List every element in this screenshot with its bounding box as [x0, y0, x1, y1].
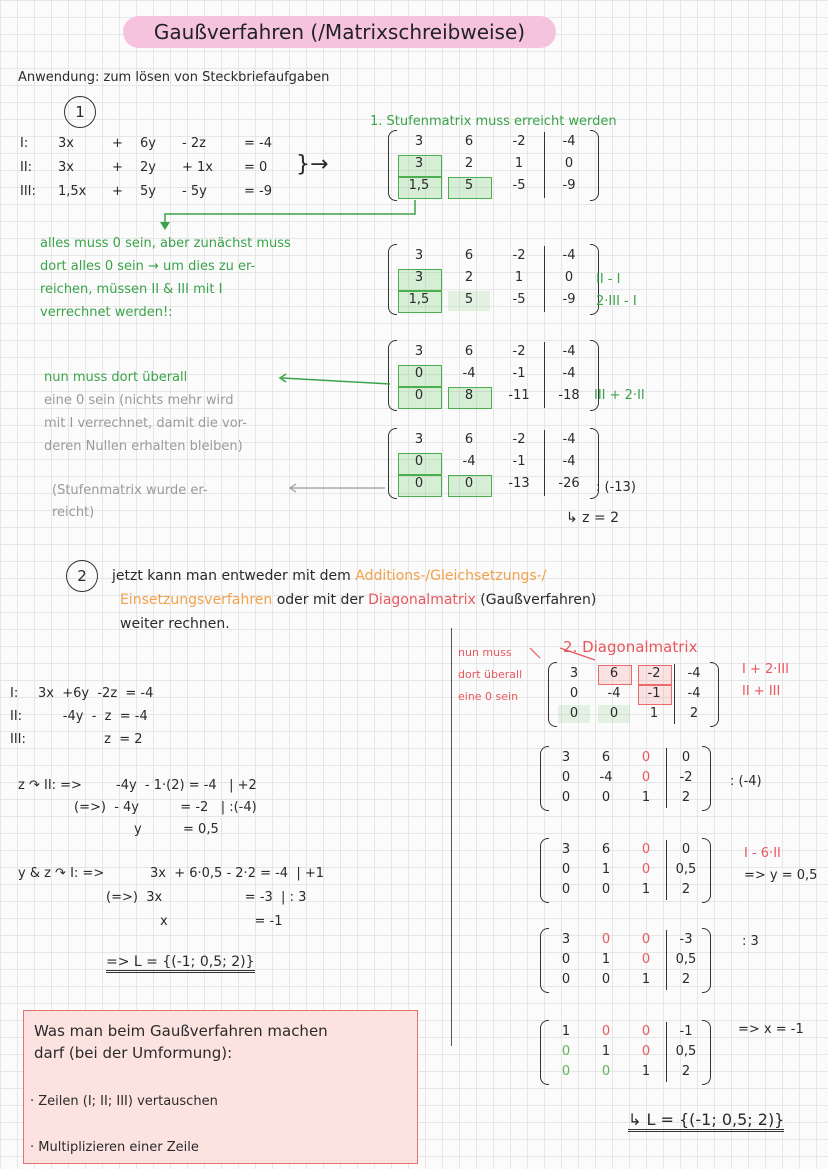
matrix-cell: 3	[561, 842, 571, 857]
matrix-cell: 6	[464, 344, 474, 359]
matrix-cell: 2	[681, 790, 691, 805]
matrix-cell: 0	[569, 706, 579, 721]
matrix-cell: 0	[681, 750, 691, 765]
matrix-cell: 0	[601, 790, 611, 805]
step2-text-e: Diagonalmatrix	[368, 592, 476, 608]
matrix-cell: 0	[561, 882, 571, 897]
matrix-cell: -4	[562, 248, 576, 263]
matrix-cell: 1	[561, 1024, 571, 1039]
matrix-cell: 1	[601, 1044, 611, 1059]
matrix-cell: -4	[562, 432, 576, 447]
matrix-cell: 3	[414, 248, 424, 263]
step-number-1: 1	[64, 96, 96, 128]
intro-text: Anwendung: zum lösen von Steckbriefaufgaben	[18, 70, 330, 85]
matrix-cell: 3	[569, 666, 579, 681]
note2-line1: nun muss dort überall	[44, 370, 188, 385]
matrix-cell: -1	[679, 1024, 693, 1039]
eq2-t1: 3x	[58, 160, 74, 175]
matrix-cell: -4	[562, 134, 576, 149]
eq2-rhs: = 0	[244, 160, 268, 175]
eq1-op: +	[112, 136, 123, 151]
eq3-label: III:	[20, 184, 36, 199]
step2-text-d: oder mit der	[276, 592, 364, 608]
matrix-cell: 6	[601, 842, 611, 857]
matrix-d5	[540, 1020, 712, 1086]
eq1-t1: 3x	[58, 136, 74, 151]
matrix-cell: 6	[601, 750, 611, 765]
note1-line4: verrechnet werden!:	[40, 305, 173, 320]
eq3-t2: 5y	[140, 184, 156, 199]
tri-eq3: z = 2	[38, 732, 143, 747]
eq3-t1: 1,5x	[58, 184, 87, 199]
step2-text-f: (Gaußverfahren)	[480, 592, 597, 608]
matrix-cell: -1	[512, 366, 526, 381]
matrix-cell: 2	[464, 270, 474, 285]
matrix-cell: 8	[464, 388, 474, 403]
matrix-cell: 0	[641, 1024, 651, 1039]
matrix-cell: 0	[561, 1064, 571, 1079]
page-title: Gaußverfahren (/Matrixschreibweise)	[153, 20, 526, 44]
matrix-cell: 0	[569, 686, 579, 701]
matrix-cell: 0	[681, 842, 691, 857]
eq2-t2: 2y	[140, 160, 156, 175]
matrix-cell: 0	[609, 706, 619, 721]
matrix-cell: 0	[601, 972, 611, 987]
diag-note-2: dort überall	[458, 668, 523, 681]
step1-heading: 1. Stufenmatrix muss erreicht werden	[370, 114, 617, 129]
matrix-cell: -2	[512, 344, 526, 359]
eq1-t2: 6y	[140, 136, 156, 151]
step2-line3: weiter rechnen.	[120, 616, 230, 632]
matrix-cell: 0	[601, 932, 611, 947]
matrix-cell: 0	[561, 972, 571, 987]
diag-note-1: nun muss	[458, 646, 512, 659]
matrix-cell: -2	[647, 666, 661, 681]
matrix-d3	[540, 838, 712, 904]
matrix-cell: 1	[649, 706, 659, 721]
sub1-label: z ↷ II: =>	[18, 778, 82, 793]
matrix-cell: 0	[641, 952, 651, 967]
matrix-cell: 1	[514, 156, 524, 171]
matrix-cell: 0	[561, 770, 571, 785]
matrix-cell: 0	[641, 842, 651, 857]
rules-heading-2: darf (bei der Umformung):	[34, 1044, 233, 1062]
matrix-cell: 2	[689, 706, 699, 721]
matrix-cell: 6	[464, 248, 474, 263]
eq1-rhs: = -4	[244, 136, 272, 151]
m2-op-1: II - I	[596, 272, 621, 287]
matrix-cell: 0	[641, 862, 651, 877]
matrix-cell: 2	[681, 1064, 691, 1079]
matrix-cell: 1,5	[408, 178, 430, 193]
matrix-cell: 1	[601, 952, 611, 967]
note3-line2: reicht)	[52, 505, 95, 520]
matrix-cell: 0	[641, 750, 651, 765]
d1-op-2: II + III	[742, 684, 781, 699]
matrix-d1	[548, 662, 720, 728]
rules-heading	[34, 1020, 328, 1064]
step2-line2	[120, 592, 596, 608]
eq1-t3: - 2z	[182, 136, 206, 151]
matrix-cell: -9	[562, 292, 576, 307]
matrix-cell: 0	[561, 952, 571, 967]
rule-item-2: · Multiplizieren einer Zeile	[30, 1140, 199, 1155]
matrix-cell: 0	[561, 1044, 571, 1059]
matrix-cell: 2	[681, 882, 691, 897]
matrix-cell: -18	[558, 388, 580, 403]
matrix-cell: 0	[561, 862, 571, 877]
sub1-line1: -4y - 1·(2) = -4 | +2	[116, 778, 257, 793]
matrix-cell: 0	[564, 156, 574, 171]
note1-line2: dort alles 0 sein → um dies zu er-	[40, 259, 256, 274]
matrix-cell: 0,5	[675, 1044, 697, 1059]
tri-eq2: -4y - z = -4	[38, 709, 148, 724]
matrix-cell: -4	[562, 344, 576, 359]
matrix-cell: 0	[561, 790, 571, 805]
tri-eq1: 3x +6y -2z = -4	[38, 686, 154, 701]
m4-op: : (-13)	[596, 480, 636, 495]
matrix-cell: 3	[414, 270, 424, 285]
note2-line3: mit I verrechnet, damit die vor-	[44, 416, 247, 431]
eq1-label: I:	[20, 136, 29, 151]
matrix-cell: 0	[601, 882, 611, 897]
matrix-cell: -4	[687, 686, 701, 701]
matrix-cell: 0,5	[675, 862, 697, 877]
matrix-cell: 1	[641, 1064, 651, 1079]
matrix-cell: 1	[641, 972, 651, 987]
note2-line2: eine 0 sein (nichts mehr wird	[44, 393, 234, 408]
eq3-rhs: = -9	[244, 184, 272, 199]
system-brace-arrow: }→	[296, 152, 329, 177]
matrix-cell: 6	[464, 134, 474, 149]
tri-eq1-label: I:	[10, 686, 19, 701]
step-number-2: 2	[66, 560, 98, 592]
note2-line4: deren Nullen erhalten bleiben)	[44, 439, 243, 454]
step2-text-b: Additions-/Gleichsetzungs-/	[355, 568, 547, 584]
matrix-cell: 1	[514, 270, 524, 285]
matrix-cell: 2	[681, 972, 691, 987]
matrix-cell: 0	[564, 270, 574, 285]
matrix-cell: 0	[414, 454, 424, 469]
matrix-cell: 3	[561, 932, 571, 947]
matrix-cell: -5	[512, 178, 526, 193]
matrix-d4	[540, 928, 712, 994]
matrix-cell: -26	[558, 476, 580, 491]
d3-op-1: I - 6·II	[744, 846, 781, 861]
eq3-op: +	[112, 184, 123, 199]
d3-op-2: => y = 0,5	[744, 868, 818, 883]
matrix-cell: 0,5	[675, 952, 697, 967]
matrix-cell: 3	[414, 156, 424, 171]
matrix-cell: -4	[599, 770, 613, 785]
matrix-cell: 3	[561, 750, 571, 765]
sub2-label: y & z ↷ I: =>	[18, 866, 105, 881]
matrix-cell: -2	[512, 432, 526, 447]
sub1-line3: y = 0,5	[134, 822, 219, 837]
diag-heading: 2. Diagonalmatrix	[563, 638, 698, 656]
sub1-line2: (=>) - 4y = -2 | :(-4)	[74, 800, 257, 815]
eq2-t3: + 1x	[182, 160, 213, 175]
d1-op-1: I + 2·III	[742, 662, 789, 677]
d2-op: : (-4)	[730, 774, 762, 789]
matrix-cell: 0	[641, 932, 651, 947]
matrix-cell: -4	[562, 366, 576, 381]
matrix-cell: 0	[601, 1064, 611, 1079]
matrix-cell: 0	[641, 770, 651, 785]
matrix-cell: -2	[679, 770, 693, 785]
matrix-cell: 1	[641, 790, 651, 805]
matrix-cell: -2	[512, 134, 526, 149]
note1-line3: reichen, müssen II & III mit I	[40, 282, 223, 297]
solution-set-right: ↳ L = {(-1; 0,5; 2)}	[628, 1110, 784, 1132]
matrix-cell: 3	[414, 344, 424, 359]
eq2-op: +	[112, 160, 123, 175]
matrix-cell: -3	[679, 932, 693, 947]
matrix-cell: 5	[464, 178, 474, 193]
d5-op: => x = -1	[738, 1022, 804, 1037]
matrix-cell: -4	[687, 666, 701, 681]
matrix-cell: 3	[414, 432, 424, 447]
step2-text-a: jetzt kann man entweder mit dem	[112, 568, 351, 584]
diag-note-3: eine 0 sein	[458, 690, 519, 703]
matrix-cell: -2	[512, 248, 526, 263]
sub2-line3: x = -1	[160, 914, 283, 929]
matrix-cell: -4	[462, 454, 476, 469]
matrix-cell: 0	[641, 1044, 651, 1059]
eq2-label: II:	[20, 160, 33, 175]
step2-line1	[112, 568, 546, 584]
m2-op-2: 2·III - I	[596, 294, 637, 309]
sub2-line2: (=>) 3x = -3 | : 3	[106, 890, 307, 905]
note1-line1: alles muss 0 sein, aber zunächst muss	[40, 236, 291, 251]
matrix-cell: -13	[508, 476, 530, 491]
solution-set-left: => L = {(-1; 0,5; 2)}	[106, 954, 255, 973]
matrix-cell: 1	[641, 882, 651, 897]
matrix-cell: 1,5	[408, 292, 430, 307]
tri-eq2-label: II:	[10, 709, 23, 724]
matrix-cell: -4	[562, 454, 576, 469]
matrix-cell: -4	[607, 686, 621, 701]
eq3-t3: - 5y	[182, 184, 207, 199]
matrix-d2	[540, 746, 712, 812]
matrix-cell: 5	[464, 292, 474, 307]
matrix-cell: 0	[414, 366, 424, 381]
matrix-cell: 0	[464, 476, 474, 491]
matrix-cell: 0	[414, 388, 424, 403]
matrix-cell: -4	[462, 366, 476, 381]
matrix-cell: -1	[647, 686, 661, 701]
column-divider	[451, 628, 452, 1046]
matrix-cell: 2	[464, 156, 474, 171]
tri-eq3-label: III:	[10, 732, 26, 747]
matrix-cell: -11	[508, 388, 530, 403]
diag-note	[458, 642, 522, 708]
matrix-cell: 1	[601, 862, 611, 877]
matrix-cell: 3	[414, 134, 424, 149]
note3-line1: (Stufenmatrix wurde er-	[52, 483, 208, 498]
matrix-cell: -5	[512, 292, 526, 307]
matrix-cell: -1	[512, 454, 526, 469]
m3-op: III + 2·II	[594, 388, 645, 403]
rules-heading-1: Was man beim Gaußverfahren machen	[34, 1022, 328, 1040]
d4-op: : 3	[742, 934, 759, 949]
matrix-cell: 6	[609, 666, 619, 681]
rule-item-1: · Zeilen (I; II; III) vertauschen	[30, 1094, 218, 1109]
z-result: ↳ z = 2	[566, 510, 620, 526]
matrix-cell: -9	[562, 178, 576, 193]
step2-text-c: Einsetzungsverfahren	[120, 592, 273, 608]
matrix-cell: 0	[601, 1024, 611, 1039]
sub2-line1: 3x + 6·0,5 - 2·2 = -4 | +1	[150, 866, 325, 881]
matrix-cell: 6	[464, 432, 474, 447]
matrix-cell: 0	[414, 476, 424, 491]
